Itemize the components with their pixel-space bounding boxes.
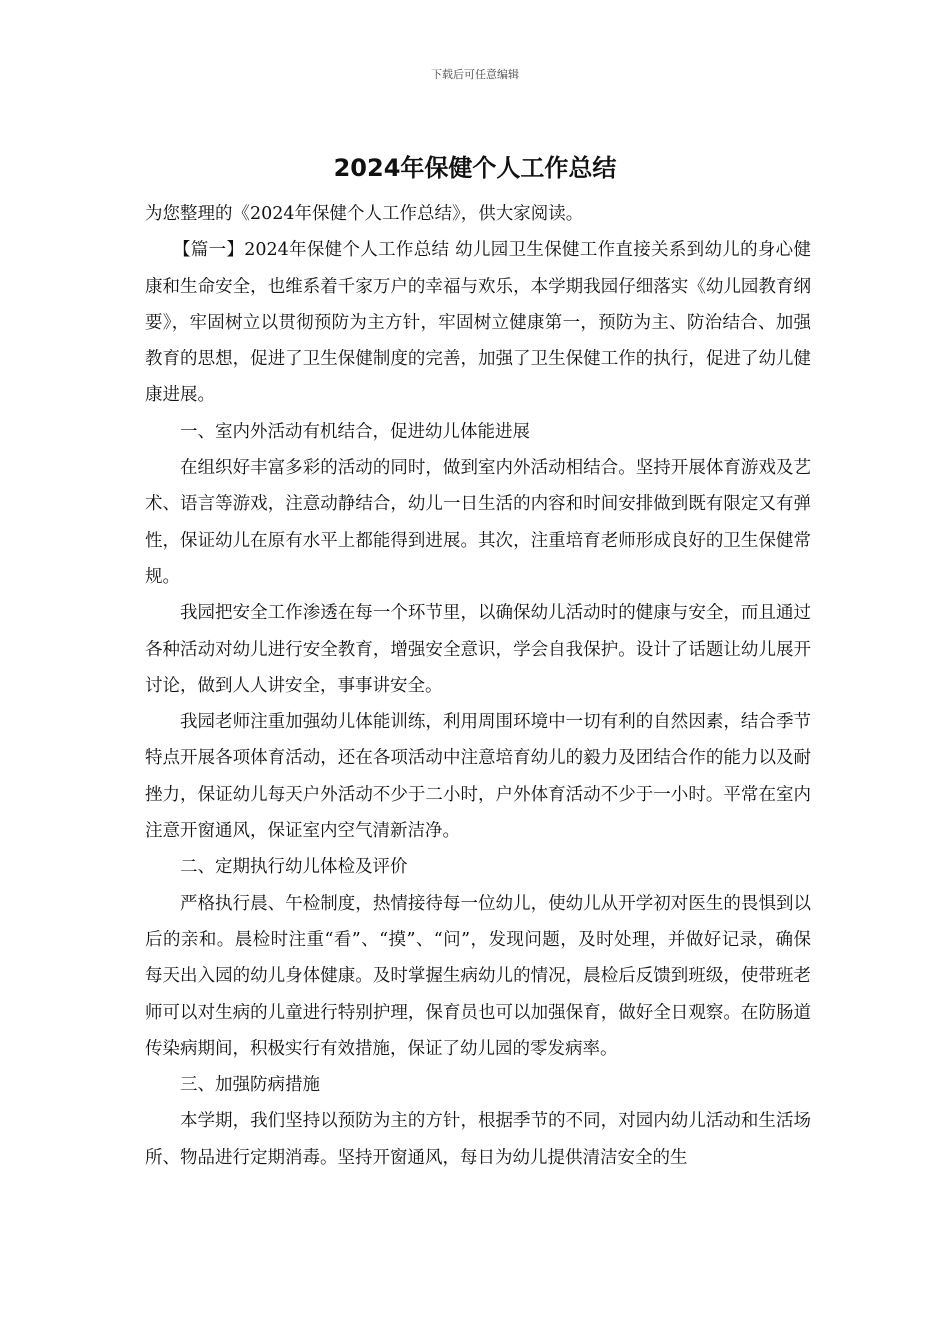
document-body: [145, 196, 811, 1176]
section-heading: 一、室内外活动有机结合，促进幼儿体能进展: [180, 421, 530, 442]
body-paragraph: 【篇一】2024年保健个人工作总结 幼儿园卫生保健工作直接关系到幼儿的身心健康和生命安全，也维系着千家万户的幸福与欢乐，本学期我园仔细落实《幼儿园教育纲要》，牢固树立以贯彻预防为主方针，牢固树立健康第一，预防为主、防治结合、加强教育的思想，促进了卫生保健制度的完善，加强了卫生保健工作的执行，促进了幼儿健康进展。: [145, 240, 811, 406]
header-note: 下载后可任意编辑: [431, 68, 519, 81]
document-title: 2024年保健个人工作总结: [333, 154, 617, 182]
body-paragraph: 我园老师注重加强幼儿体能训练，利用周围环境中一切有利的自然因素，结合季节特点开展各项体育活动，还在各项活动中注意培育幼儿的毅力及团结合作的能力以及耐挫力，保证幼儿每天户外活动不少于二小时，户外体育活动不少于一小时。平常在室内注意开窗通风，保证室内空气清新洁净。: [145, 712, 811, 842]
body-paragraph: 在组织好丰富多彩的活动的同时，做到室内外活动相结合。坚持开展体育游戏及艺术、语言等游戏，注意动静结合，幼儿一日生活的内容和时间安排做到既有限定又有弹性，保证幼儿在原有水平上都能得到进展。其次，注重培育老师形成良好的卫生保健常规。: [145, 458, 811, 587]
section-heading: 二、定期执行幼儿体检及评价: [180, 857, 408, 878]
body-paragraph: 我园把安全工作渗透在每一个环节里，以确保幼儿活动时的健康与安全，而且通过各种活动对幼儿进行安全教育，增强安全意识，学会自我保护。设计了话题让幼儿展开讨论，做到人人讲安全，事事讲安全。: [145, 603, 811, 696]
section-heading: 三、加强防病措施: [180, 1075, 320, 1096]
intro-paragraph: 为您整理的《2024年保健个人工作总结》，供大家阅读。: [145, 204, 584, 224]
body-paragraph: 严格执行晨、午检制度，热情接待每一位幼儿，使幼儿从开学初对医生的畏惧到以后的亲和。晨检时注重“看”、“摸”、“问”，发现问题，及时处理，并做好记录，确保每天出入园的幼儿身体健康。及时掌握生病幼儿的情况，晨检后反馈到班级，使带班老师可以对生病的儿童进行特别护理，保育员也可以加强保育，做好全日观察。在防肠道传染病期间，积极实行有效措施，保证了幼儿园的零发病率。: [145, 893, 811, 1059]
body-paragraph: 本学期，我们坚持以预防为主的方针，根据季节的不同，对园内幼儿活动和生活场所、物品进行定期消毒。坚持开窗通风，每日为幼儿提供清洁安全的生: [145, 1111, 811, 1168]
